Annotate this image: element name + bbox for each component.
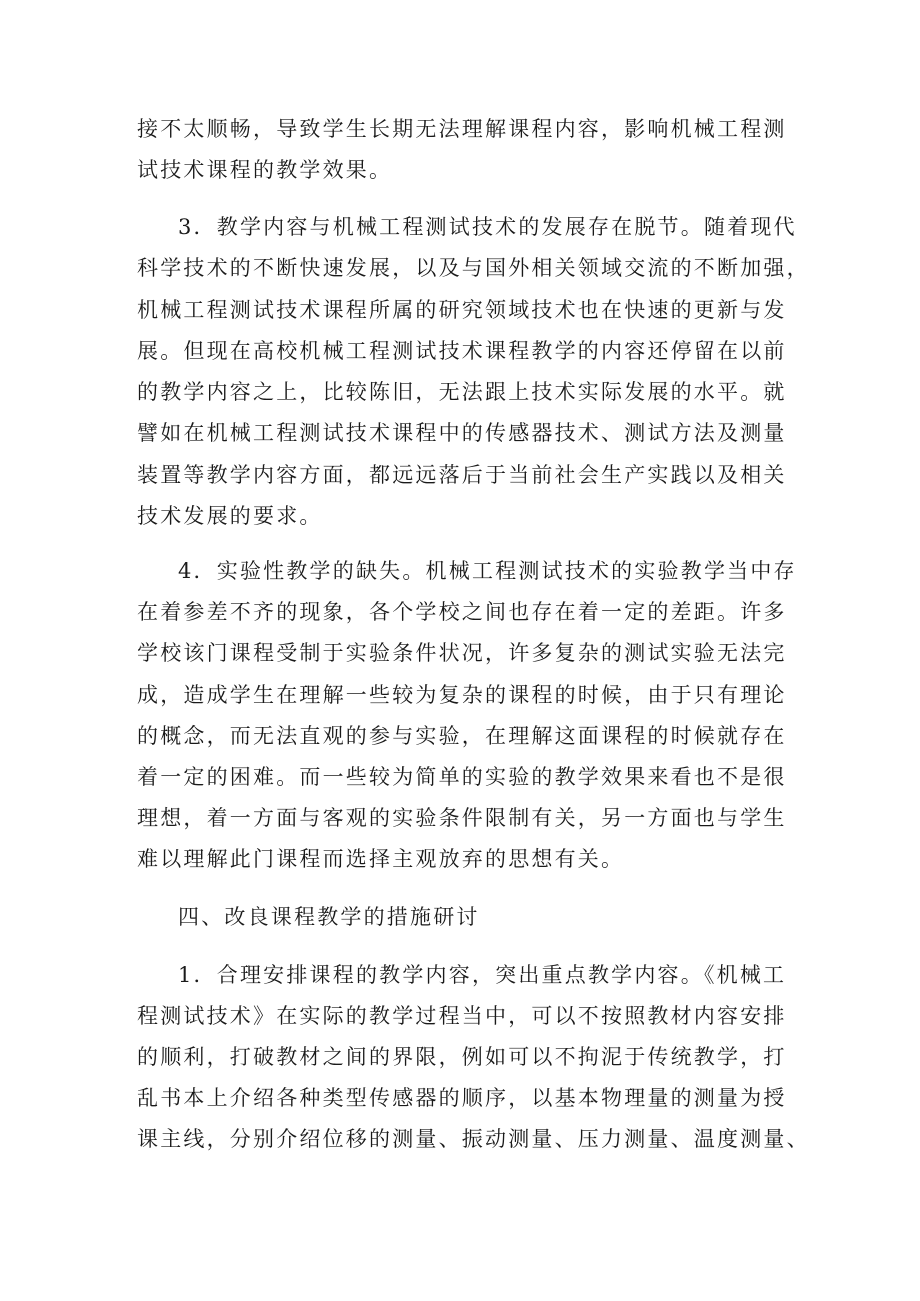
text-line: 在着参差不齐的现象，各个学校之间也存在着一定的差距。许多 <box>137 600 787 624</box>
section-heading: 四、改良课程教学的措施研讨 <box>178 905 480 929</box>
text-line: 学校该门课程受制于实验条件状况，许多复杂的测试实验无法完 <box>137 641 787 665</box>
text-line: 机械工程测试技术课程所属的研究领域技术也在快速的更新与发 <box>137 298 787 322</box>
text-line: 乱书本上介绍各种类型传感器的顺序，以基本物理量的测量为授 <box>137 1086 787 1110</box>
text-line: 技术发展的要求。 <box>137 504 323 528</box>
text-line: 程测试技术》在实际的教学过程当中，可以不按照教材内容安排 <box>137 1004 787 1028</box>
text-line: 试技术课程的教学效果。 <box>137 158 393 182</box>
text-line: 难以理解此门课程而选择主观放弃的思想有关。 <box>137 847 625 871</box>
text-line: 接不太顺畅，导致学生长期无法理解课程内容，影响机械工程测 <box>137 117 787 141</box>
text-line: 的顺利，打破教材之间的界限，例如可以不拘泥于传统教学，打 <box>137 1045 787 1069</box>
text-line: 譬如在机械工程测试技术课程中的传感器技术、测试方法及测量 <box>137 421 787 445</box>
text-line: 着一定的困难。而一些较为简单的实验的教学效果来看也不是很 <box>137 765 787 789</box>
text-line: 科学技术的不断快速发展，以及与国外相关领域交流的不断加强， <box>137 256 810 280</box>
text-line: 成，造成学生在理解一些较为复杂的课程的时候，由于只有理论 <box>137 683 787 707</box>
paragraph-first-line: 3．教学内容与机械工程测试技术的发展存在脱节。随着现代 <box>178 215 797 239</box>
paragraph-first-line: 1．合理安排课程的教学内容，突出重点教学内容。《机械工 <box>178 963 787 987</box>
paragraph-first-line: 4．实验性教学的缺失。机械工程测试技术的实验教学当中存 <box>178 559 797 583</box>
text-line: 课主线，分别介绍位移的测量、振动测量、压力测量、温度测量、 <box>137 1127 810 1151</box>
text-line: 展。但现在高校机械工程测试技术课程教学的内容还停留在以前 <box>137 339 787 363</box>
text-line: 的教学内容之上，比较陈旧，无法跟上技术实际发展的水平。就 <box>137 380 787 404</box>
text-line: 理想，着一方面与客观的实验条件限制有关，另一方面也与学生 <box>137 806 787 830</box>
text-line: 装置等教学内容方面，都远远落后于当前社会生产实践以及相关 <box>137 463 787 487</box>
text-line: 的概念，而无法直观的参与实验，在理解这面课程的时候就存在 <box>137 724 787 748</box>
